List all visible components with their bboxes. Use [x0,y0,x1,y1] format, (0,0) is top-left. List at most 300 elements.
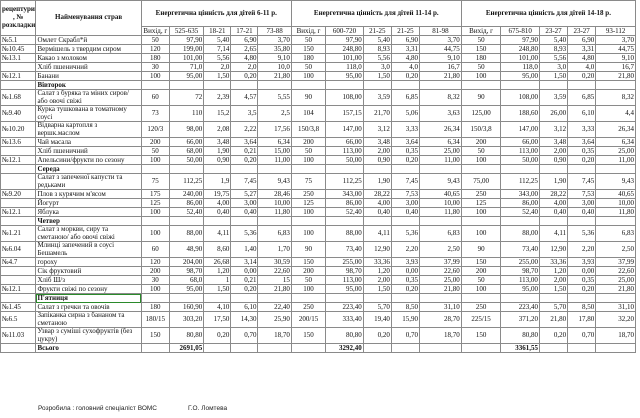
value-cell[interactable]: 98,70 [501,267,540,276]
value-cell[interactable]: 100 [141,208,169,217]
value-cell[interactable]: 17,80 [568,312,596,328]
value-cell[interactable]: 200 [461,267,501,276]
recipe-number-cell[interactable]: №13.6 [1,138,36,147]
value-cell[interactable]: 28,70 [420,312,462,328]
dish-name-cell[interactable]: Салат з запеченої капусти та редьками [36,174,141,190]
value-cell[interactable]: 50 [141,147,169,156]
section-title[interactable]: Вівторок [36,81,141,90]
value-cell[interactable]: 118,0 [501,63,540,72]
value-cell[interactable]: 1,90 [204,147,231,156]
value-cell[interactable]: 60 [141,90,169,106]
value-cell[interactable]: 180/15 [141,312,169,328]
value-cell[interactable]: 0,40 [539,208,567,217]
value-cell[interactable]: 50 [461,276,501,285]
value-cell[interactable]: 5,56 [539,54,567,63]
value-cell[interactable]: 0,00 [568,267,596,276]
value-cell[interactable]: 95,00 [501,285,540,294]
value-cell[interactable]: 21,70 [363,106,391,122]
value-cell[interactable]: 4,11 [204,226,231,242]
value-cell[interactable]: 32,20 [596,312,636,328]
value-cell[interactable]: 5,70 [363,303,391,312]
value-cell[interactable]: 150 [291,45,325,54]
value-cell[interactable]: 21,80 [258,72,291,81]
recipe-number-cell[interactable]: №1.68 [1,90,36,106]
value-cell[interactable]: 60 [141,242,169,258]
value-cell[interactable]: 21,80 [258,285,291,294]
value-cell[interactable]: 6,34 [596,138,636,147]
recipe-number-cell[interactable] [1,199,36,208]
recipe-number-cell[interactable]: №11.03 [1,328,36,344]
value-cell[interactable]: 90 [461,90,501,106]
value-cell[interactable]: 223,40 [326,303,364,312]
value-cell[interactable]: 8,50 [391,303,419,312]
value-cell[interactable]: 31,10 [596,303,636,312]
value-cell[interactable]: 50 [461,147,501,156]
value-cell[interactable]: 7,45 [231,174,258,190]
value-cell[interactable]: 4,80 [391,54,419,63]
value-cell[interactable]: 112,25 [169,174,203,190]
value-cell[interactable]: 4,00 [363,199,391,208]
value-cell[interactable]: 52,40 [501,208,540,217]
dish-name-cell[interactable]: Яблука [36,208,141,217]
value-cell[interactable]: 26,00 [539,106,567,122]
value-cell[interactable]: 25,00 [596,276,636,285]
value-cell[interactable]: 8,93 [363,45,391,54]
value-cell[interactable]: 3,31 [391,45,419,54]
value-cell[interactable]: 1,20 [204,267,231,276]
value-cell[interactable]: 4,57 [231,90,258,106]
recipe-number-cell[interactable]: №12.1 [1,156,36,165]
value-cell[interactable]: 75,00 [461,174,501,190]
value-cell[interactable]: 3,59 [363,90,391,106]
value-cell[interactable]: 343,00 [501,190,540,199]
value-cell[interactable]: 3,70 [420,36,462,45]
value-cell[interactable]: 5,36 [391,226,419,242]
value-cell[interactable]: 250 [291,303,325,312]
value-cell[interactable]: 48,90 [169,242,203,258]
value-cell[interactable]: 100 [291,72,325,81]
value-cell[interactable]: 2,08 [204,122,231,138]
value-cell[interactable]: 0,35 [568,276,596,285]
value-cell[interactable]: 0,40 [391,208,419,217]
value-cell[interactable]: 1,9 [204,174,231,190]
value-cell[interactable]: 100 [291,285,325,294]
value-cell[interactable]: 68,00 [169,147,203,156]
section-title[interactable]: П'ятниця [36,294,141,303]
value-cell[interactable]: 0,20 [568,156,596,165]
value-cell[interactable]: 3,14 [231,258,258,267]
value-cell[interactable]: 7,45 [568,174,596,190]
value-cell[interactable]: 0,40 [363,208,391,217]
value-cell[interactable]: 0,70 [391,328,419,344]
value-cell[interactable]: 3,33 [391,122,419,138]
value-cell[interactable]: 303,20 [169,312,203,328]
value-cell[interactable]: 180 [461,54,501,63]
value-cell[interactable]: 100 [141,226,169,242]
value-cell[interactable]: 0,35 [568,147,596,156]
value-cell[interactable]: 10,00 [420,199,462,208]
value-cell[interactable]: 120 [141,45,169,54]
value-cell[interactable]: 31,10 [420,303,462,312]
value-cell[interactable]: 21,80 [420,285,462,294]
value-cell[interactable]: 25,00 [420,276,462,285]
value-cell[interactable]: 80,80 [326,328,364,344]
value-cell[interactable]: 101,00 [326,54,364,63]
value-cell[interactable]: 9,10 [596,54,636,63]
value-cell[interactable]: 110 [169,106,203,122]
value-cell[interactable]: 44,75 [596,45,636,54]
value-cell[interactable]: 50 [291,36,325,45]
value-cell[interactable]: 3,5 [231,106,258,122]
value-cell[interactable]: 37,99 [596,258,636,267]
recipe-number-cell[interactable]: №4.7 [1,258,36,267]
value-cell[interactable]: 80,80 [501,328,540,344]
value-cell[interactable]: 4,80 [568,54,596,63]
value-cell[interactable]: 147,00 [501,122,540,138]
value-cell[interactable]: 108,00 [326,90,364,106]
dish-name-cell[interactable]: Салат з моркви, сиру та сметаною/ або овочі свіжі [36,226,141,242]
value-cell[interactable]: 9,43 [420,174,462,190]
value-cell[interactable]: 0,40 [231,208,258,217]
value-cell[interactable]: 50 [291,63,325,72]
value-cell[interactable]: 30 [141,63,169,72]
value-cell[interactable]: 14,30 [231,312,258,328]
value-cell[interactable]: 2,20 [568,242,596,258]
value-cell[interactable]: 0,90 [363,156,391,165]
value-cell[interactable]: 343,00 [326,190,364,199]
value-cell[interactable]: 73,40 [501,242,540,258]
value-cell[interactable]: 6,85 [391,90,419,106]
value-cell[interactable]: 7,14 [204,45,231,54]
value-cell[interactable]: 0,20 [568,72,596,81]
value-cell[interactable]: 71,0 [169,63,203,72]
value-cell[interactable]: 28,22 [363,190,391,199]
value-cell[interactable]: 3,48 [363,138,391,147]
value-cell[interactable]: 40,65 [596,190,636,199]
value-cell[interactable]: 4,10 [204,303,231,312]
value-cell[interactable]: 180 [141,54,169,63]
value-cell[interactable]: 0,21 [231,147,258,156]
value-cell[interactable]: 15,00 [258,147,291,156]
value-cell[interactable]: 108,00 [501,90,540,106]
recipe-number-cell[interactable] [1,174,36,190]
value-cell[interactable]: 371,20 [501,312,540,328]
value-cell[interactable]: 30 [141,276,169,285]
value-cell[interactable]: 125 [291,199,325,208]
value-cell[interactable]: 1,50 [204,285,231,294]
dish-name-cell[interactable]: Плов з курячим м'ясом [36,190,141,199]
value-cell[interactable]: 1,50 [539,72,567,81]
value-cell[interactable]: 33,36 [363,258,391,267]
recipe-number-cell[interactable]: №13.1 [1,54,36,63]
dish-name-cell[interactable]: Вермішель з твердим сиром [36,45,141,54]
value-cell[interactable]: 0,70 [231,328,258,344]
value-cell[interactable]: 2,0 [231,63,258,72]
value-cell[interactable]: 98,00 [169,122,203,138]
value-cell[interactable]: 28,46 [258,190,291,199]
value-cell[interactable]: 97,90 [501,36,540,45]
value-cell[interactable]: 100 [461,226,501,242]
value-cell[interactable]: 1,90 [539,174,567,190]
value-cell[interactable]: 17,56 [258,122,291,138]
dish-name-cell[interactable]: Фрукти свіжі по сезону [36,285,141,294]
dish-name-cell[interactable]: Хліб пшеничний [36,63,141,72]
value-cell[interactable]: 26,34 [420,122,462,138]
value-cell[interactable]: 100 [461,72,501,81]
value-cell[interactable]: 0,35 [391,147,419,156]
value-cell[interactable]: 223,40 [501,303,540,312]
value-cell[interactable]: 12,90 [363,242,391,258]
value-cell[interactable]: 1,50 [363,285,391,294]
value-cell[interactable]: 2,50 [420,242,462,258]
value-cell[interactable]: 8,93 [539,45,567,54]
value-cell[interactable]: 86,00 [169,199,203,208]
value-cell[interactable]: 6,10 [568,106,596,122]
value-cell[interactable]: 97,90 [169,36,203,45]
value-cell[interactable]: 25,90 [258,312,291,328]
value-cell[interactable]: 1,50 [539,285,567,294]
value-cell[interactable]: 73,40 [326,242,364,258]
recipe-number-cell[interactable] [1,267,36,276]
value-cell[interactable]: 120/3 [141,122,169,138]
value-cell[interactable]: 100 [461,156,501,165]
value-cell[interactable]: 25,00 [420,147,462,156]
dish-name-cell[interactable]: Сік фруктовий [36,267,141,276]
value-cell[interactable]: 11,80 [420,208,462,217]
recipe-number-cell[interactable]: №9.40 [1,106,36,122]
value-cell[interactable]: 0,20 [568,285,596,294]
dish-name-cell[interactable]: Млинці запечений в соусі Бешамель [36,242,141,258]
value-cell[interactable]: 6,83 [420,226,462,242]
value-cell[interactable]: 50,00 [326,156,364,165]
value-cell[interactable]: 50 [461,36,501,45]
value-cell[interactable]: 4,80 [231,54,258,63]
value-cell[interactable]: 6,34 [258,138,291,147]
value-cell[interactable]: 72 [169,90,203,106]
value-cell[interactable]: 5,27 [231,190,258,199]
value-cell[interactable]: 160,90 [169,303,203,312]
value-cell[interactable]: 240,00 [169,190,203,199]
value-cell[interactable]: 188,60 [501,106,540,122]
value-cell[interactable]: 97,90 [326,36,364,45]
value-cell[interactable]: 125 [461,199,501,208]
value-cell[interactable]: 5,40 [363,36,391,45]
value-cell[interactable]: 3,33 [568,122,596,138]
value-cell[interactable]: 150 [291,258,325,267]
value-cell[interactable]: 101,00 [169,54,203,63]
value-cell[interactable]: 125,00 [461,106,501,122]
dish-name-cell[interactable]: Хліб пшеничний [36,147,141,156]
value-cell[interactable]: 4,0 [391,63,419,72]
value-cell[interactable]: 118,0 [326,63,364,72]
value-cell[interactable]: 101,00 [501,54,540,63]
value-cell[interactable]: 150 [461,45,501,54]
value-cell[interactable]: 1,50 [204,72,231,81]
value-cell[interactable]: 100 [291,156,325,165]
value-cell[interactable]: 40,65 [420,190,462,199]
value-cell[interactable]: 113,00 [326,147,364,156]
value-cell[interactable]: 100 [141,156,169,165]
value-cell[interactable]: 255,00 [326,258,364,267]
value-cell[interactable]: 3,00 [568,199,596,208]
value-cell[interactable]: 21,80 [596,285,636,294]
value-cell[interactable]: 200 [291,138,325,147]
value-cell[interactable]: 0,40 [568,208,596,217]
value-cell[interactable]: 4,4 [596,106,636,122]
value-cell[interactable]: 3,0 [363,63,391,72]
value-cell[interactable]: 3,59 [539,90,567,106]
value-cell[interactable]: 200 [461,138,501,147]
value-cell[interactable]: 15,90 [391,312,419,328]
recipe-number-cell[interactable]: №1.45 [1,303,36,312]
value-cell[interactable]: 0,21 [231,276,258,285]
value-cell[interactable]: 2,20 [391,242,419,258]
recipe-number-cell[interactable]: №10.45 [1,45,36,54]
value-cell[interactable]: 6,83 [596,226,636,242]
value-cell[interactable]: 6,83 [258,226,291,242]
value-cell[interactable]: 0,20 [204,328,231,344]
value-cell[interactable]: 0,20 [231,72,258,81]
value-cell[interactable]: 21,80 [420,72,462,81]
value-cell[interactable]: 3,0 [539,63,567,72]
value-cell[interactable]: 18,70 [420,328,462,344]
value-cell[interactable]: 2,22 [231,122,258,138]
dish-name-cell[interactable]: Узвар з суміші сухофруктів (без цукру) [36,328,141,344]
value-cell[interactable]: 12,90 [539,242,567,258]
value-cell[interactable]: 50,00 [501,156,540,165]
recipe-number-cell[interactable] [1,276,36,285]
value-cell[interactable]: 3,93 [568,258,596,267]
value-cell[interactable]: 2,0 [204,63,231,72]
value-cell[interactable]: 35,80 [258,45,291,54]
value-cell[interactable]: 50 [461,63,501,72]
value-cell[interactable]: 2,39 [204,90,231,106]
value-cell[interactable]: 17,50 [204,312,231,328]
value-cell[interactable]: 0,00 [391,267,419,276]
dish-name-cell[interactable]: Апельсини/фрукти по сезону [36,156,141,165]
value-cell[interactable]: 0,20 [539,328,567,344]
value-cell[interactable]: 0,20 [391,285,419,294]
value-cell[interactable]: 50 [291,276,325,285]
value-cell[interactable]: 0,20 [231,156,258,165]
value-cell[interactable]: 8,50 [568,303,596,312]
value-cell[interactable]: 8,32 [420,90,462,106]
value-cell[interactable]: 50 [291,147,325,156]
value-cell[interactable]: 2,00 [539,276,567,285]
value-cell[interactable]: 150/3,8 [461,122,501,138]
recipe-number-cell[interactable]: №12.1 [1,208,36,217]
section-title[interactable]: Четвер [36,217,141,226]
value-cell[interactable]: 1,70 [258,242,291,258]
value-cell[interactable]: 0,90 [539,156,567,165]
value-cell[interactable]: 11,00 [596,156,636,165]
value-cell[interactable]: 200 [141,267,169,276]
value-cell[interactable]: 3,70 [258,36,291,45]
value-cell[interactable]: 1,50 [363,72,391,81]
value-cell[interactable]: 199,00 [169,45,203,54]
value-cell[interactable]: 3,64 [568,138,596,147]
dish-name-cell[interactable]: Йогурт [36,199,141,208]
value-cell[interactable]: 150 [461,258,501,267]
value-cell[interactable]: 52,40 [326,208,364,217]
value-cell[interactable]: 19,40 [363,312,391,328]
value-cell[interactable]: 7,45 [391,174,419,190]
value-cell[interactable]: 3,63 [420,106,462,122]
value-cell[interactable]: 52,40 [169,208,203,217]
value-cell[interactable]: 1,90 [363,174,391,190]
value-cell[interactable]: 3,64 [231,138,258,147]
value-cell[interactable]: 11,80 [596,208,636,217]
value-cell[interactable]: 95,00 [501,72,540,81]
recipe-number-cell[interactable]: №10.20 [1,122,36,138]
value-cell[interactable]: 66,00 [169,138,203,147]
value-cell[interactable]: 3,31 [568,45,596,54]
value-cell[interactable]: 75 [141,174,169,190]
recipe-number-cell[interactable] [1,147,36,156]
value-cell[interactable]: 95,00 [169,285,203,294]
value-cell[interactable]: 5,40 [204,36,231,45]
value-cell[interactable]: 1,20 [363,267,391,276]
value-cell[interactable]: 44,75 [420,45,462,54]
value-cell[interactable]: 3,12 [539,122,567,138]
value-cell[interactable]: 90 [291,242,325,258]
value-cell[interactable]: 3,00 [231,199,258,208]
value-cell[interactable]: 7,53 [391,190,419,199]
value-cell[interactable]: 0,20 [391,156,419,165]
value-cell[interactable]: 50 [141,36,169,45]
value-cell[interactable]: 15,2 [204,106,231,122]
value-cell[interactable]: 28,22 [539,190,567,199]
value-cell[interactable]: 26,68 [204,258,231,267]
value-cell[interactable]: 0,20 [363,328,391,344]
value-cell[interactable]: 15 [258,276,291,285]
value-cell[interactable]: 150 [461,328,501,344]
value-cell[interactable]: 0,40 [204,208,231,217]
value-cell[interactable]: 18,70 [258,328,291,344]
value-cell[interactable]: 333,40 [326,312,364,328]
value-cell[interactable]: 180 [141,303,169,312]
value-cell[interactable]: 8,60 [204,242,231,258]
value-cell[interactable]: 5,40 [539,36,567,45]
value-cell[interactable]: 4,00 [204,199,231,208]
dish-name-cell[interactable]: Хліб Ш/з [36,276,141,285]
value-cell[interactable]: 1 [204,276,231,285]
value-cell[interactable]: 6,10 [231,303,258,312]
dish-name-cell[interactable]: гороху [36,258,141,267]
value-cell[interactable]: 100 [291,226,325,242]
value-cell[interactable]: 22,40 [258,303,291,312]
value-cell[interactable]: 104 [291,106,325,122]
value-cell[interactable]: 95,00 [169,72,203,81]
value-cell[interactable]: 25,00 [596,147,636,156]
value-cell[interactable]: 22,60 [258,267,291,276]
value-cell[interactable]: 204,00 [169,258,203,267]
value-cell[interactable]: 6,90 [231,36,258,45]
recipe-number-cell[interactable]: №12.1 [1,72,36,81]
dish-name-cell[interactable]: Запіканка сирна з бананом та сметаною [36,312,141,328]
recipe-number-cell[interactable]: №9.20 [1,190,36,199]
value-cell[interactable]: 5,36 [231,226,258,242]
value-cell[interactable]: 4,11 [539,226,567,242]
value-cell[interactable]: 86,00 [326,199,364,208]
value-cell[interactable]: 88,00 [501,226,540,242]
value-cell[interactable]: 2,00 [363,276,391,285]
value-cell[interactable]: 200 [141,138,169,147]
value-cell[interactable]: 5,56 [363,54,391,63]
value-cell[interactable]: 6,90 [391,36,419,45]
value-cell[interactable]: 248,80 [326,45,364,54]
value-cell[interactable]: 113,00 [326,276,364,285]
